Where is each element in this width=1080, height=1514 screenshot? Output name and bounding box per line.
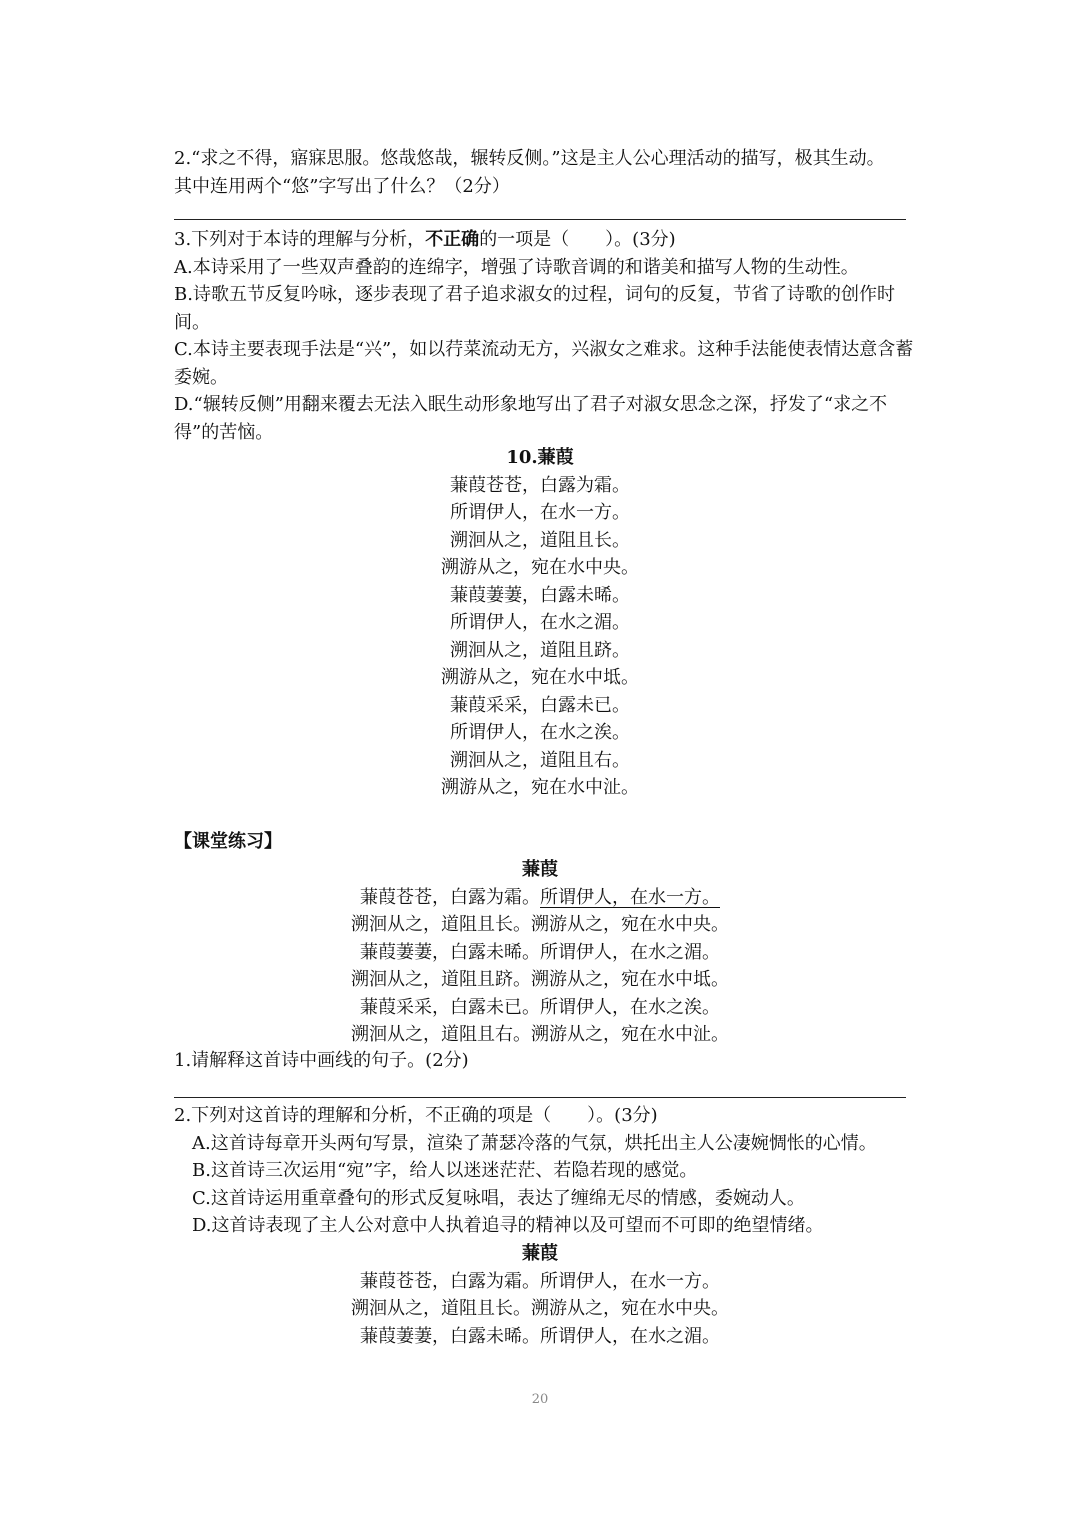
practice-question-2-option-c: C.这首诗运用重章叠句的形式反复咏唱，表达了缠绵无尽的情感，委婉动人。 <box>192 1187 805 1209</box>
poem-10-line: 溯游从之，宛在水中央。 <box>441 557 639 578</box>
bottom-poem-title: 蒹葭 <box>522 1243 558 1264</box>
question-2-line-2: 其中连用两个“悠”字写出了什么？（2分） <box>174 175 510 197</box>
question-3-stem-emphasis: 不正确 <box>425 229 480 250</box>
practice-question-1 <box>174 1047 914 1075</box>
question-3-stem <box>174 226 914 254</box>
poem-10-line: 溯洄从之，道阻且长。 <box>450 529 630 551</box>
practice-question-2-option-b: B.这首诗三次运用“宛”字，给人以迷迷茫茫、若隐若现的感觉。 <box>192 1160 698 1181</box>
poem-10-line: 溯游从之，宛在水中坻。 <box>441 667 639 688</box>
question-3-stem-prefix: 3.下列对于本诗的理解与分析， <box>174 229 426 250</box>
practice-question-2-option-d: D.这首诗表现了主人公对意中人执着追寻的精神以及可望而不可即的绝望情绪。 <box>192 1215 824 1236</box>
practice-poem-line: 蒹葭萋萋，白露未晞。所谓伊人，在水之湄。 <box>360 941 720 963</box>
practice-poem-line-1 <box>174 884 906 912</box>
practice-question-1-text: 1.请解释这首诗中画线的句子。(2分) <box>174 1050 469 1071</box>
page-number: 20 <box>531 1392 549 1407</box>
bottom-poem-line: 溯洄从之，道阻且长。溯游从之，宛在水中央。 <box>351 1298 729 1319</box>
bottom-poem <box>174 1240 906 1350</box>
question-2-line-1: 2.“求之不得，寤寐思服。悠哉悠哉，辗转反侧。”这是主人公心理活动的描写，极其生动。 <box>174 148 885 169</box>
answer-line-q2 <box>174 219 906 220</box>
practice-poem-line: 溯洄从之，道阻且跻。溯游从之，宛在水中坻。 <box>351 969 729 990</box>
bottom-poem-line: 蒹葭萋萋，白露未晞。所谓伊人，在水之湄。 <box>360 1325 720 1347</box>
question-3-option-d: D.“辗转反侧”用翻来覆去无法入眠生动形象地写出了君子对淑女思念之深，抒发了“求之不得”的苦恼。 <box>174 394 888 443</box>
question-2 <box>174 145 914 200</box>
poem-10-line: 蒹葭采采，白露未已。 <box>450 694 630 716</box>
question-3-option-a: A.本诗采用了一些双声叠韵的连绵字，增强了诗歌音调的和谐美和描写人物的生动性。 <box>174 256 859 278</box>
practice-poem <box>174 856 906 1049</box>
poem-10-line: 所谓伊人，在水一方。 <box>450 502 630 523</box>
practice-poem-line: 溯洄从之，道阻且长。溯游从之，宛在水中央。 <box>351 914 729 935</box>
poem-10 <box>174 444 906 802</box>
poem-10-line: 溯洄从之，道阻且跻。 <box>450 639 630 661</box>
poem-10-line: 所谓伊人，在水之涘。 <box>450 722 630 743</box>
practice-poem-line: 蒹葭采采，白露未已。所谓伊人，在水之涘。 <box>360 996 720 1018</box>
poem-10-title: 10.蒹葭 <box>506 447 574 468</box>
practice-question-2 <box>174 1102 914 1240</box>
practice-question-2-option-a: A.这首诗每章开头两句写景，渲染了萧瑟冷落的气氛，烘托出主人公凄婉惆怅的心情。 <box>192 1132 877 1154</box>
question-3 <box>174 226 914 446</box>
bottom-poem-line: 蒹葭苍苍，白露为霜。所谓伊人，在水一方。 <box>360 1270 720 1292</box>
poem-10-line: 蒹葭苍苍，白露为霜。 <box>450 474 630 496</box>
poem-10-line: 溯游从之，宛在水中沚。 <box>441 777 639 798</box>
underlined-sentence: 所谓伊人，在水一方。 <box>540 886 720 908</box>
question-3-stem-suffix: 的一项是（ ）。(3分) <box>479 229 676 250</box>
practice-poem-title: 蒹葭 <box>522 859 558 880</box>
answer-line-pq1 <box>174 1097 906 1098</box>
practice-poem-line: 溯洄从之，道阻且右。溯游从之，宛在水中沚。 <box>351 1024 729 1045</box>
poem-10-line: 蒹葭萋萋，白露未晞。 <box>450 584 630 606</box>
practice-question-2-stem: 2.下列对这首诗的理解和分析，不正确的项是（ ）。(3分) <box>174 1105 658 1126</box>
practice-poem-line-1-plain: 蒹葭苍苍，白露为霜。 <box>360 886 540 908</box>
poem-10-line: 溯洄从之，道阻且右。 <box>450 749 630 771</box>
question-3-option-b: B.诗歌五节反复吟咏，逐步表现了君子追求淑女的过程，词句的反复，节省了诗歌的创作时间。 <box>174 284 895 333</box>
practice-heading: 【课堂练习】 <box>174 831 282 852</box>
poem-10-line: 所谓伊人，在水之湄。 <box>450 612 630 633</box>
question-3-option-c: C.本诗主要表现手法是“兴”，如以荇菜流动无方，兴淑女之难求。这种手法能使表情达意含蓄委婉。 <box>174 339 914 388</box>
